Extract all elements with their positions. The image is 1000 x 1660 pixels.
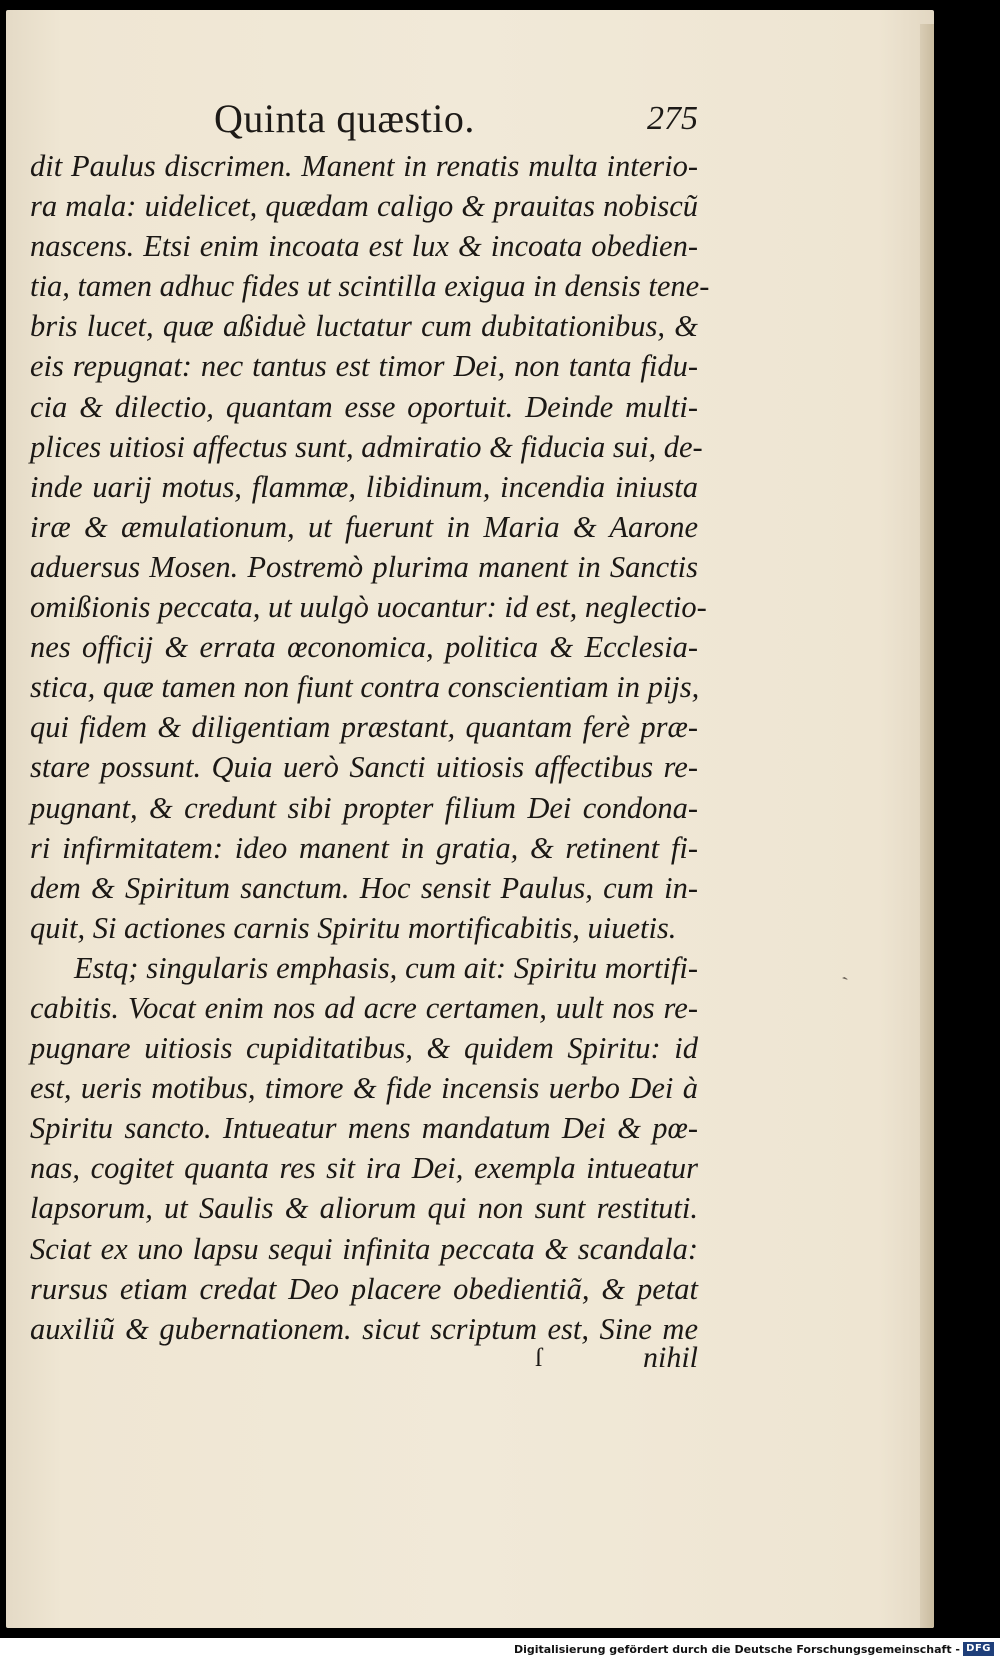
text-line: stare possunt. Quia uerò Sancti uitiosis affectibus re- [30, 750, 698, 785]
text-line-indented: Estq; singularis emphasis, cum ait: Spiritu mortifi- [74, 950, 698, 985]
text-line: Spiritu sancto. Intueatur mens mandatum Dei & pœ- [30, 1111, 698, 1146]
text-line: lapsorum, ut Saulis & aliorum qui non sunt restituti. [30, 1191, 698, 1226]
page-header [214, 92, 698, 146]
text-line: cabitis. Vocat enim nos ad acre certamen, uult nos re- [30, 990, 698, 1025]
text-line: aduersus Mosen. Postremò plurima manent in Sanctis [30, 549, 698, 584]
text-line: dem & Spiritum sanctum. Hoc sensit Paulus, cum in- [30, 870, 698, 905]
text-line: nascens. Etsi enim incoata est lux & incoata obedien- [30, 229, 698, 264]
text-line: stica, quæ tamen non fiunt contra conscientiam in pijs, [30, 670, 700, 705]
text-line: quit, Si actiones carnis Spiritu mortificabitis, uiuetis. [30, 910, 677, 945]
signature-mark: ſ [535, 1343, 543, 1372]
text-line: ra mala: uidelicet, quædam caligo & prauitas nobiscũ [30, 189, 698, 224]
text-line: pugnare uitiosis cupiditatibus, & quidem Spiritu: id [30, 1031, 698, 1066]
credit-bar [0, 1640, 1000, 1660]
catchword: nihil [642, 1341, 698, 1374]
text-line: ri infirmitatem: ideo manent in gratia, & retinent fi- [30, 830, 698, 865]
text-line: auxiliũ & gubernationem. sicut scriptum est, Sine me [30, 1311, 698, 1346]
text-line: omißionis peccata, ut uulgò uocantur: id est, neglectio- [30, 590, 707, 625]
text-line: eis repugnat: nec tantus est timor Dei, non tanta fidu- [30, 349, 698, 384]
page-number: 275 [647, 100, 698, 137]
text-line: est, ueris motibus, timore & fide incensis uerbo Dei à [30, 1071, 698, 1106]
text-line: pugnant, & credunt sibi propter filium Dei condona- [30, 790, 698, 825]
text-line: cia & dilectio, quantam esse oportuit. Deinde multi- [30, 389, 698, 424]
dfg-logo: DFG [963, 1642, 994, 1656]
text-line: nas, cogitet quanta res sit ira Dei, exempla intueatur [30, 1151, 698, 1186]
text-line: inde uarij motus, flammæ, libidinum, incendia iniusta [30, 469, 698, 504]
text-line: iræ & æmulationum, ut fuerunt in Maria & Aarone [30, 509, 698, 544]
page-edge [920, 24, 934, 1628]
text-line: plices uitiosi affectus sunt, admiratio & fiducia sui, de- [30, 429, 703, 464]
body-text [30, 146, 710, 1349]
credit-text: Digitalisierung gefördert durch die Deutsche Forschungsgemeinschaft - [513, 1643, 960, 1656]
text-line: Sciat ex uno lapsu sequi infinita peccata & scandala: [30, 1231, 698, 1266]
margin-smudge-icon: ˏ [833, 955, 850, 982]
running-head: Quinta quæstio. [214, 96, 475, 141]
text-line: qui fidem & diligentiam præstant, quantam ferè præ- [30, 710, 698, 745]
text-line: dit Paulus discrimen. Manent in renatis multa interio- [30, 149, 698, 183]
text-line: nes officij & errata œconomica, politica & Ecclesia- [30, 630, 698, 665]
text-line: bris lucet, quæ aßiduè luctatur cum dubitationibus, & [30, 309, 698, 344]
page-footer [30, 1338, 698, 1378]
text-line: tia, tamen adhuc fides ut scintilla exigua in densis tene- [30, 269, 710, 304]
text-line: rursus etiam credat Deo placere obedientiã, & petat [30, 1271, 698, 1306]
